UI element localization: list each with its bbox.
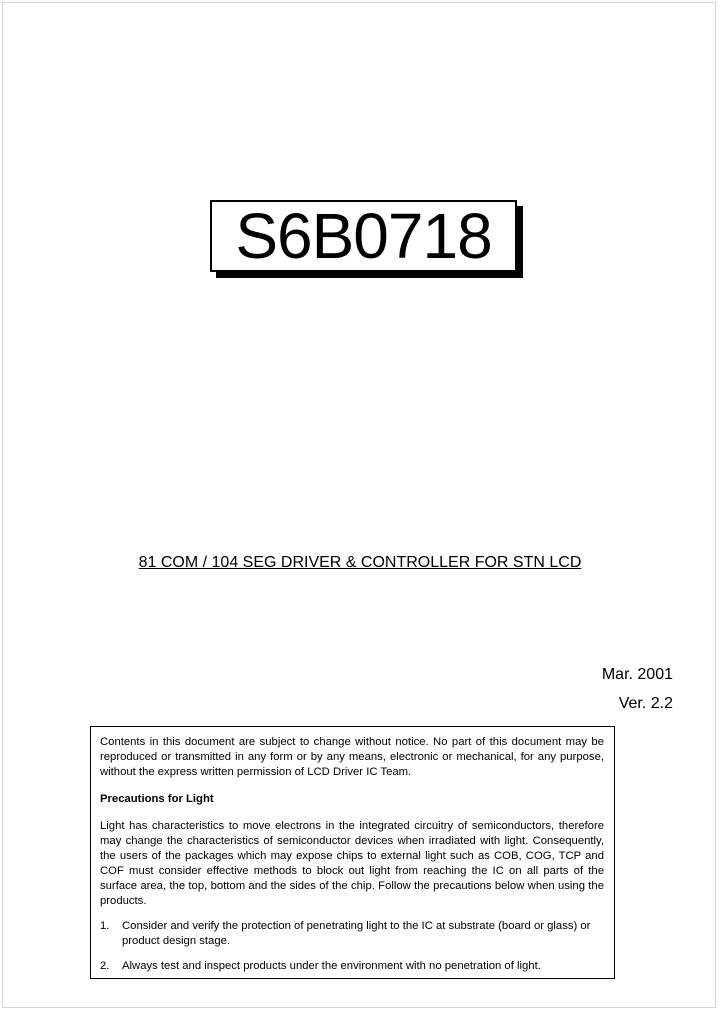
release-date: Mar. 2001 [601, 666, 673, 683]
list-item-text: Consider and verify the protection of penetrating light to the IC at substrate (board or glass) or product design stage. [122, 920, 591, 947]
notice-intro: Contents in this document are subject to change without notice. No part of this document may be reproduced or transmitted in any form or by any means, electronic or mechanical, for any purpose, without the express written permission of LCD Driver IC Team. [100, 736, 604, 778]
precautions-paragraph: Light has characteristics to move electrons in the integrated circuitry of semiconductors, therefore may change the characteristics of semiconductor devices when irradiated with light. Consequently, the users of the packages which may expose chips to external light such as COB, COG, TCP and COF must consider effective methods to block out light from reaching the IC on all parts of the surface area, the top, bottom and the sides of the chip. Follow the precautions below when using the products. [100, 820, 604, 907]
list-item-text: Always test and inspect products under the environment with no penetration of light. [122, 960, 541, 972]
precautions-list [100, 919, 604, 974]
list-item-number: 2. [100, 960, 110, 972]
notice-box [90, 726, 615, 979]
title-box [210, 200, 517, 272]
list-item [100, 959, 604, 974]
list-item-number: 1. [100, 920, 110, 932]
list-item [100, 919, 604, 949]
part-number-title: S6B0718 [235, 200, 492, 272]
precautions-heading: Precautions for Light [100, 793, 214, 805]
document-subtitle: 81 COM / 104 SEG DRIVER & CONTROLLER FOR STN LCD [138, 554, 582, 571]
document-version: Ver. 2.2 [618, 695, 673, 712]
